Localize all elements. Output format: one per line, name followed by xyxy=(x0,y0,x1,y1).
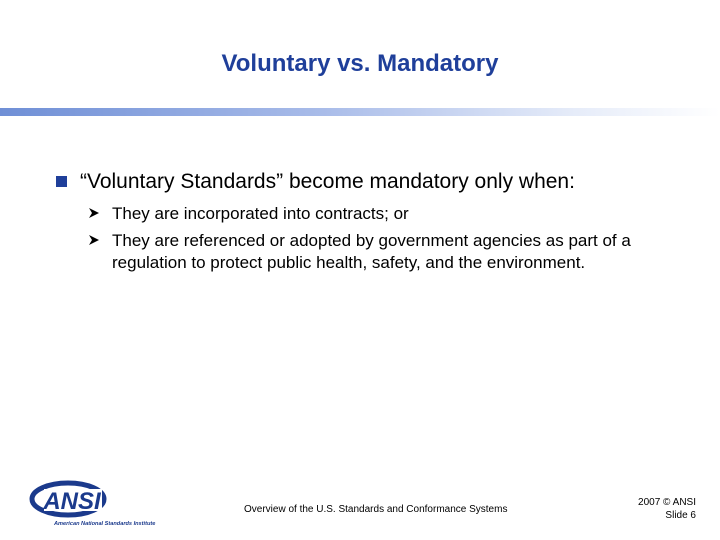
arrowhead-bullet-icon xyxy=(88,207,100,219)
svg-text:American National Standards In: American National Standards Institute xyxy=(54,521,156,527)
sub-bullet-text: They are incorporated into contracts; or xyxy=(112,204,409,223)
main-bullet-text: “Voluntary Standards” become mandatory only when: xyxy=(80,170,575,193)
slide-title: Voluntary vs. Mandatory xyxy=(221,50,499,77)
copyright: 2007 © ANSI xyxy=(638,497,696,508)
square-bullet-icon xyxy=(56,176,67,187)
sub-bullet-text: They are referenced or adopted by government agencies as part of a regulation to protect public health, safety, and the environment. xyxy=(112,231,631,272)
arrowhead-bullet-icon xyxy=(88,234,100,246)
sub-bullet xyxy=(88,230,688,274)
footer-title: Overview of the U.S. Standards and Conformance Systems xyxy=(244,504,508,515)
main-bullet xyxy=(56,170,706,194)
ansi-logo xyxy=(28,480,168,530)
slide-number: Slide 6 xyxy=(665,510,696,521)
sub-bullet xyxy=(88,203,688,225)
title-divider xyxy=(0,108,720,116)
svg-text:ANSI: ANSI xyxy=(43,488,101,515)
footer-info xyxy=(638,496,696,522)
